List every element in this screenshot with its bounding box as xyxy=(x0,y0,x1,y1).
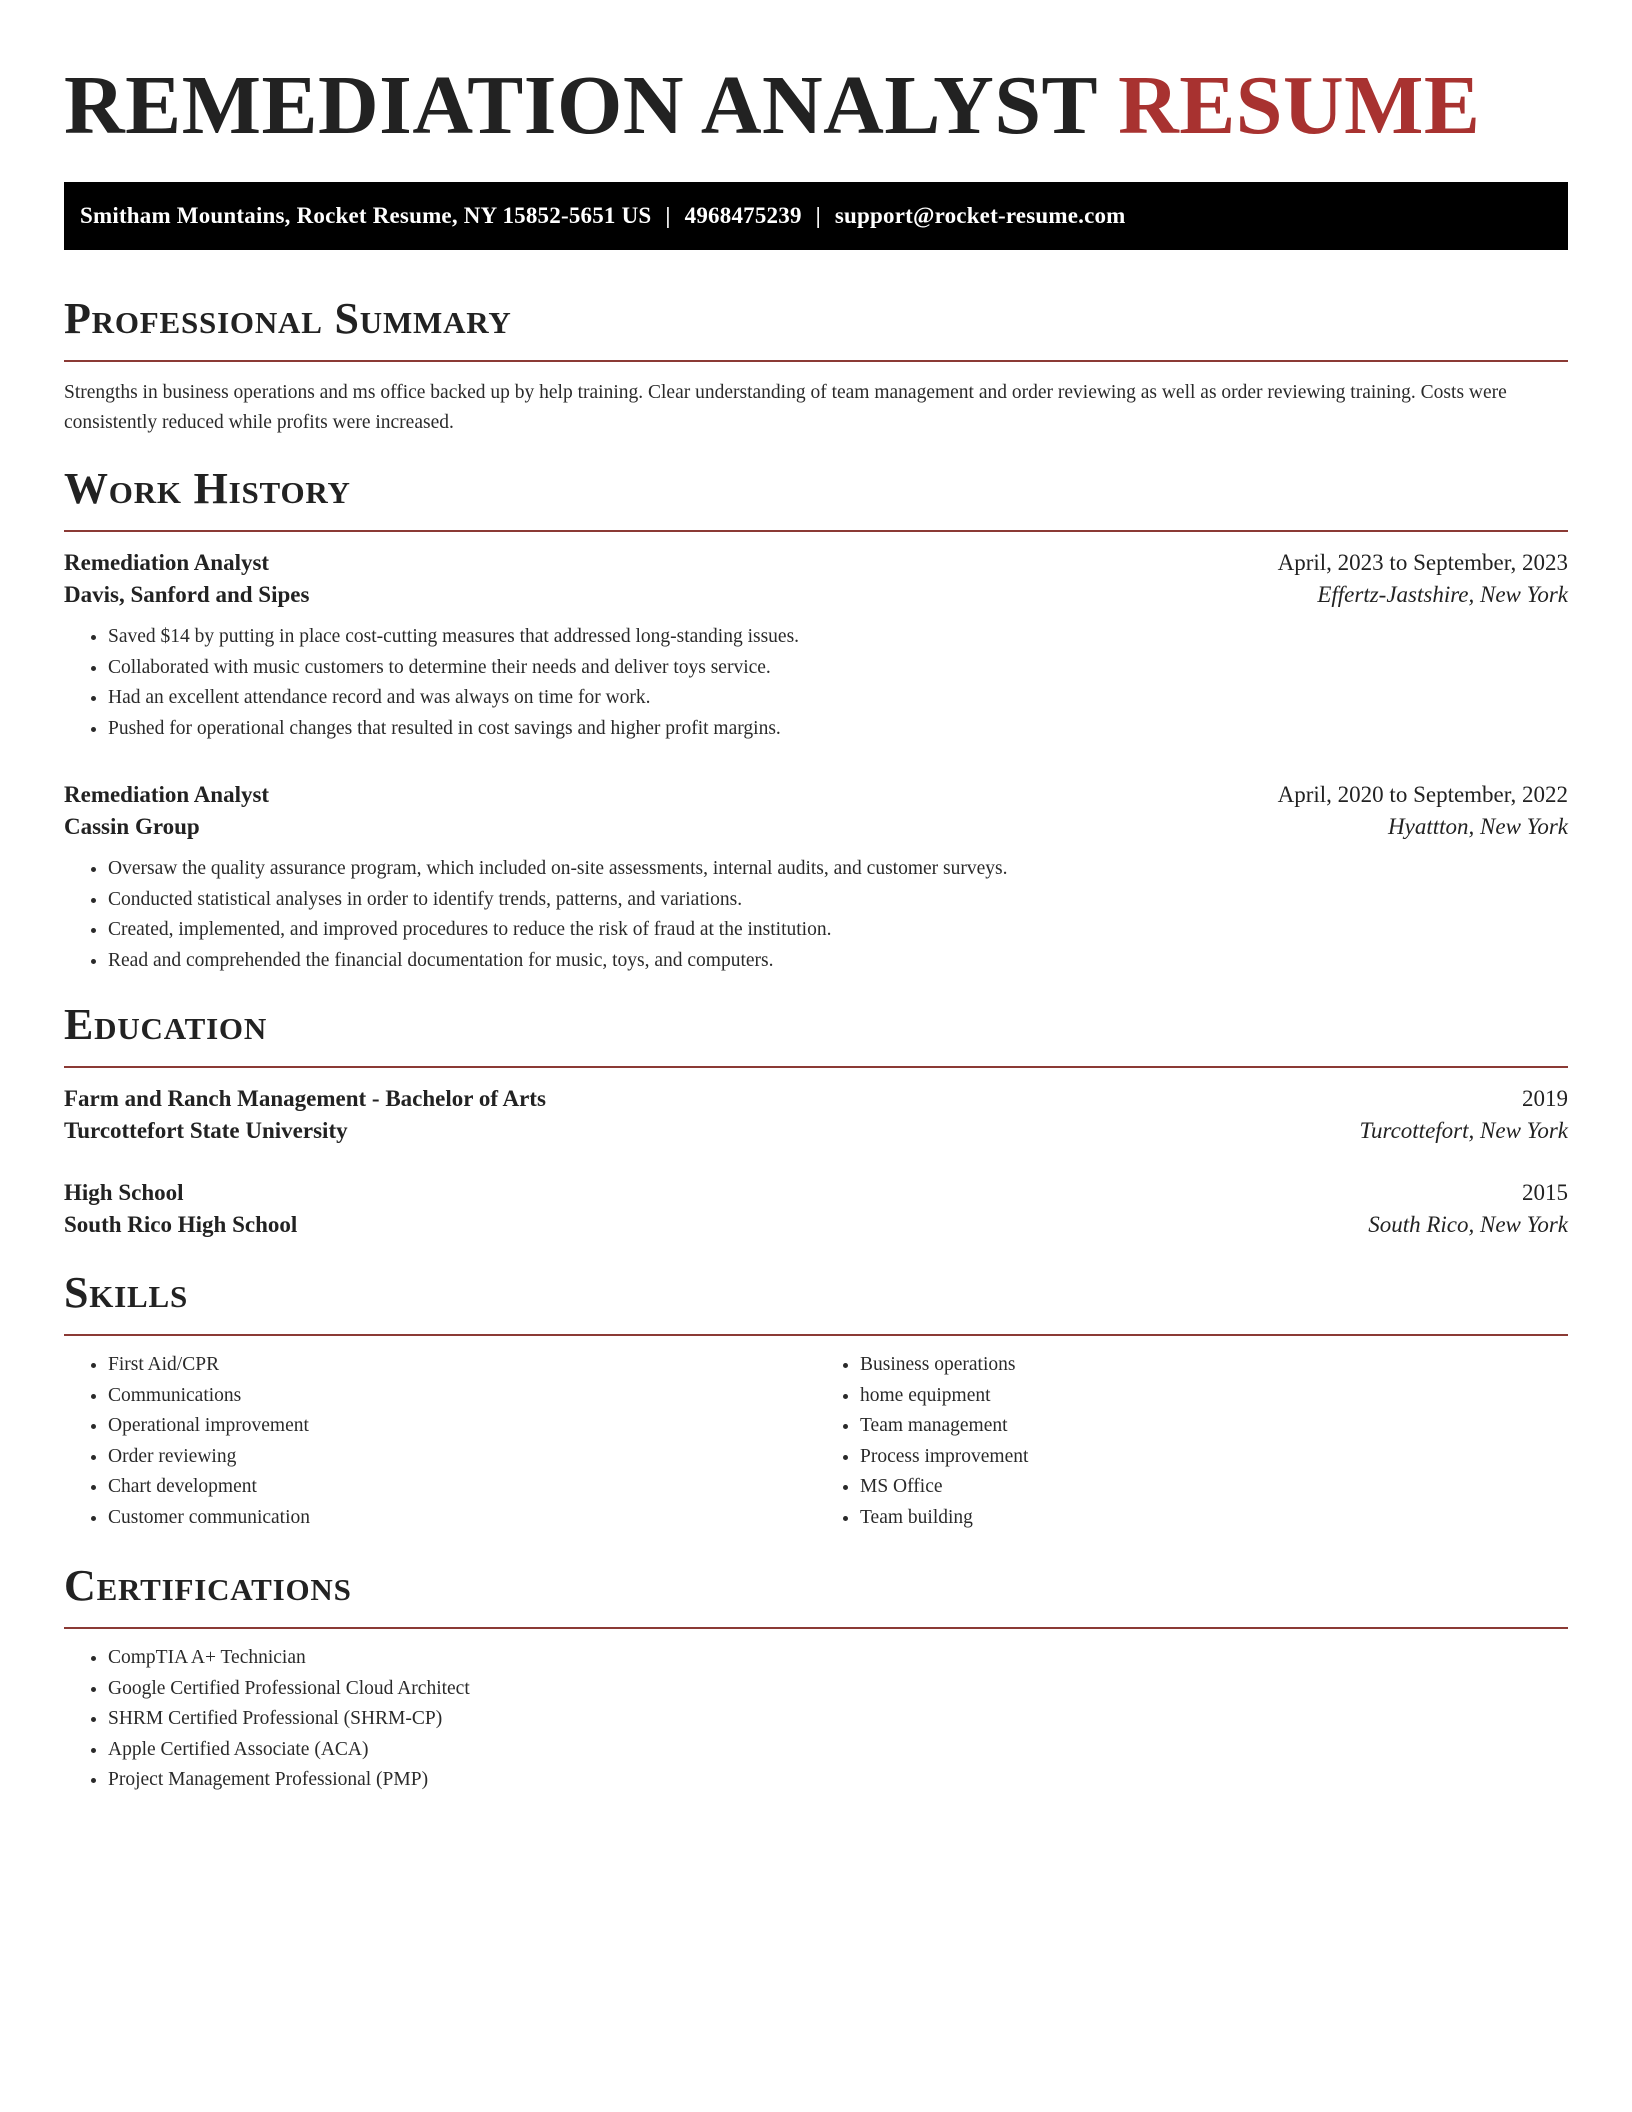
job-location: Effertz-Jastshire, New York xyxy=(1317,582,1568,607)
job-company: Cassin Group xyxy=(64,814,200,839)
job-dates: April, 2023 to September, 2023 xyxy=(1277,550,1568,575)
skills-list-left xyxy=(64,1350,816,1533)
skill-item: • MS Office xyxy=(860,1472,1568,1503)
summary-section xyxy=(64,294,1568,438)
job-bullet: • Oversaw the quality assurance program, which included on-site assessments, internal audits, and customer surveys. xyxy=(108,854,1568,885)
job-company: Davis, Sanford and Sipes xyxy=(64,582,310,607)
skill-item: • Customer communication xyxy=(108,1503,816,1534)
education-degree: High School xyxy=(64,1180,184,1205)
resume-title xyxy=(64,56,1568,152)
title-main: REMEDIATION ANALYST xyxy=(64,59,1097,152)
job-bullet: • Saved $14 by putting in place cost-cutting measures that addressed long-standing issues. xyxy=(108,622,1568,653)
education-entry xyxy=(64,1086,1568,1144)
summary-heading: Professional Summary xyxy=(64,294,512,343)
skill-item: • Team building xyxy=(860,1503,1568,1534)
summary-text: Strengths in business operations and ms office backed up by help training. Clear understanding of team management and order reviewing as well as order reviewing training. Costs were consistently reduced while profits were increased. xyxy=(64,382,1507,433)
skill-item: • home equipment xyxy=(860,1381,1568,1412)
education-school: South Rico High School xyxy=(64,1212,298,1237)
education-section xyxy=(64,1000,1568,1238)
job-bullets xyxy=(64,854,1568,976)
job-bullet: • Created, implemented, and improved procedures to reduce the risk of fraud at the institution. xyxy=(108,915,1568,946)
job-title: Remediation Analyst xyxy=(64,782,270,807)
education-heading: Education xyxy=(64,1000,268,1049)
certification-item: • Google Certified Professional Cloud Architect xyxy=(108,1674,1568,1705)
skills-columns xyxy=(64,1336,1568,1533)
skills-heading: Skills xyxy=(64,1268,189,1317)
certifications-list xyxy=(64,1643,1568,1796)
section-divider xyxy=(64,530,1568,532)
education-year: 2015 xyxy=(1522,1180,1568,1205)
certifications-heading: Certifications xyxy=(64,1561,352,1610)
contact-separator: | xyxy=(665,203,671,228)
certifications-section xyxy=(64,1561,1568,1796)
certification-item: • Project Management Professional (PMP) xyxy=(108,1765,1568,1796)
job-dates: April, 2020 to September, 2022 xyxy=(1277,782,1568,807)
contact-phone: 4968475239 xyxy=(684,203,802,228)
skill-item: • First Aid/CPR xyxy=(108,1350,816,1381)
job-location: Hyattton, New York xyxy=(1388,814,1568,839)
education-entry xyxy=(64,1180,1568,1238)
skill-item: • Process improvement xyxy=(860,1442,1568,1473)
skill-item: • Order reviewing xyxy=(108,1442,816,1473)
job-bullets xyxy=(64,622,1568,744)
certification-item: • SHRM Certified Professional (SHRM-CP) xyxy=(108,1704,1568,1735)
job-entry xyxy=(64,782,1568,976)
section-divider xyxy=(64,1627,1568,1629)
skill-item: • Communications xyxy=(108,1381,816,1412)
title-accent: RESUME xyxy=(1118,59,1481,152)
contact-bar xyxy=(64,182,1568,250)
work-section xyxy=(64,464,1568,976)
skill-item: • Team management xyxy=(860,1411,1568,1442)
education-year: 2019 xyxy=(1522,1086,1568,1111)
job-entry xyxy=(64,550,1568,744)
job-bullet: • Had an excellent attendance record and was always on time for work. xyxy=(108,683,1568,714)
section-divider xyxy=(64,360,1568,362)
job-bullet: • Read and comprehended the financial documentation for music, toys, and computers. xyxy=(108,946,1568,977)
job-bullet: • Collaborated with music customers to determine their needs and deliver toys service. xyxy=(108,653,1568,684)
skills-section xyxy=(64,1268,1568,1533)
education-degree: Farm and Ranch Management - Bachelor of Arts xyxy=(64,1086,546,1111)
skill-item: • Business operations xyxy=(860,1350,1568,1381)
skill-item: • Chart development xyxy=(108,1472,816,1503)
job-bullet: • Pushed for operational changes that resulted in cost savings and higher profit margins. xyxy=(108,714,1568,745)
contact-address: Smitham Mountains, Rocket Resume, NY 15852-5651 US xyxy=(80,203,652,228)
contact-email[interactable]: support@rocket-resume.com xyxy=(834,203,1126,228)
contact-separator: | xyxy=(815,203,821,228)
job-bullet: • Conducted statistical analyses in order to identify trends, patterns, and variations. xyxy=(108,885,1568,916)
section-divider xyxy=(64,1066,1568,1068)
skills-list-right xyxy=(816,1350,1568,1533)
certification-item: • Apple Certified Associate (ACA) xyxy=(108,1735,1568,1766)
education-school: Turcottefort State University xyxy=(64,1118,348,1143)
skill-item: • Operational improvement xyxy=(108,1411,816,1442)
education-location: Turcottefort, New York xyxy=(1359,1118,1568,1143)
education-location: South Rico, New York xyxy=(1368,1212,1568,1237)
work-heading: Work History xyxy=(64,464,351,513)
certification-item: • CompTIA A+ Technician xyxy=(108,1643,1568,1674)
job-title: Remediation Analyst xyxy=(64,550,270,575)
